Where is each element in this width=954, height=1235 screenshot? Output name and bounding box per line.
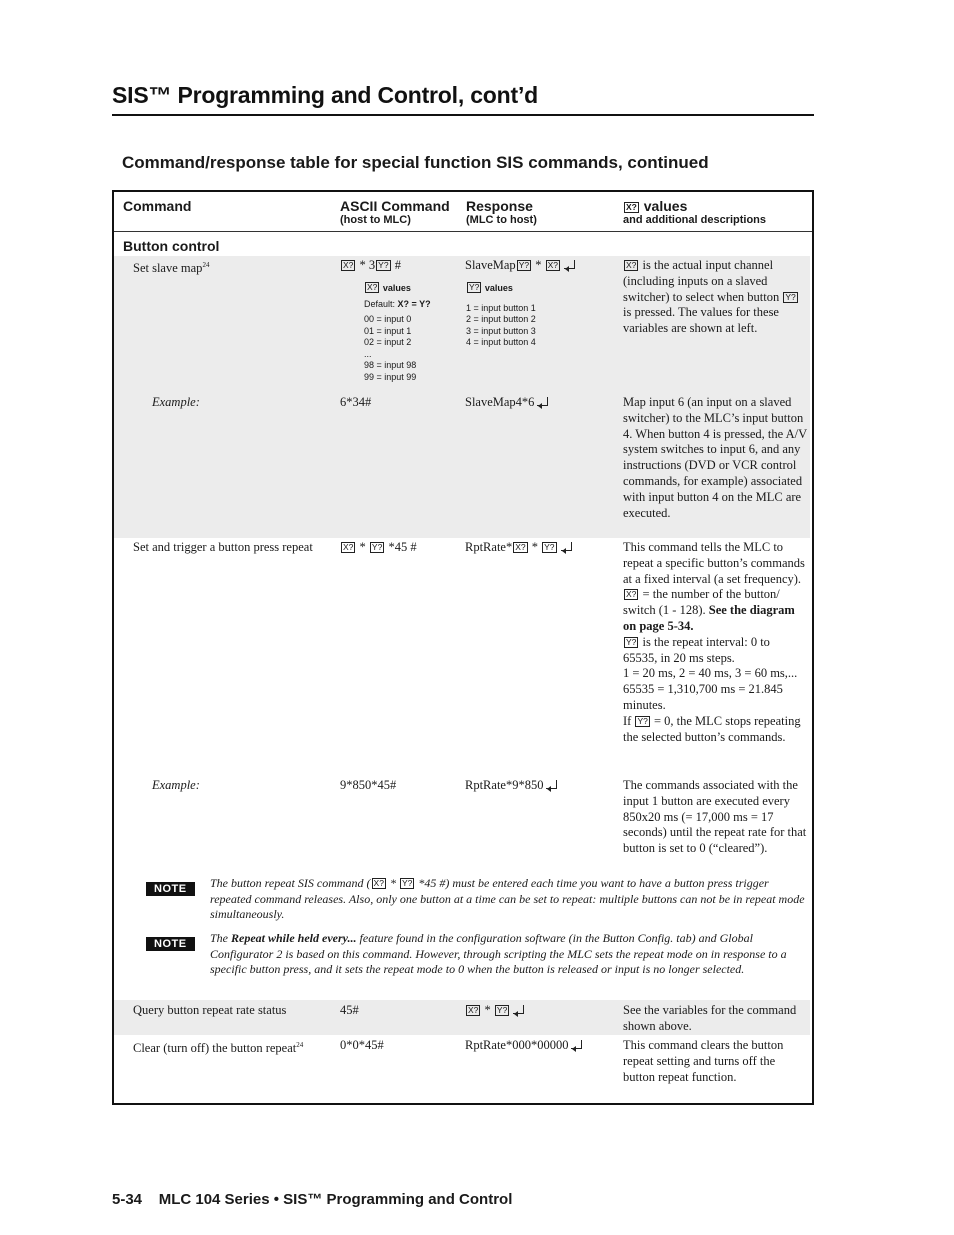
header-values-label: values (643, 198, 688, 214)
ascii-query-repeat: 45# (340, 1003, 359, 1017)
header-values (623, 198, 766, 226)
header-command: Command (123, 198, 192, 214)
note-badge-2: NOTE (146, 934, 195, 952)
ascii-clear-repeat: 0*0*45# (340, 1038, 384, 1052)
desc-clear-repeat: This command clears the button repeat setting and turns off the button repeat function. (623, 1038, 784, 1084)
example-ascii-slave-map: 6*34# (340, 395, 372, 409)
header-response-sub: (MLC to host) (466, 214, 537, 226)
example-resp-repeat: RptRate*9*850 (465, 778, 557, 794)
header-values-sub: and additional descriptions (623, 214, 767, 226)
header-ascii-label: ASCII Command (340, 198, 450, 214)
example-desc-repeat: The commands associated with the input 1 button are executed every 850x20 ms (= 17,000 ms = 17 seconds) until the repeat rate for that button is set to 0 (“cleared”). (623, 778, 807, 856)
resp-clear-repeat: RptRate*000*00000 (465, 1038, 582, 1054)
enter-return-icon (537, 397, 548, 406)
desc-set-slave-map: X? is the actual input channel (including inputs on a slaved switcher) to select when button Y? is pressed. The values for these variables are shown at left. (623, 258, 796, 336)
section-title: Command/response table for special function SIS commands, continued (122, 153, 709, 172)
enter-return-icon (513, 1005, 524, 1014)
title-rule (112, 114, 814, 116)
enter-return-icon (561, 542, 572, 551)
y-values-list: Y? values 1 = input button 1 2 = input button 2 3 = input button 3 4 = input button 4 (466, 282, 536, 347)
cmd-set-repeat: Set and trigger a button press repeat (133, 540, 313, 554)
example-resp-slave-map: SlaveMap4*6 (465, 395, 548, 411)
example-ascii-repeat: 9*850*45# (340, 778, 397, 792)
group-button-control: Button control (123, 238, 220, 254)
ascii-set-slave-map: X? * 3 Y? # (343, 258, 401, 272)
cmd-set-slave-map: Set slave map$^{24}$ (133, 261, 210, 276)
page-footer (112, 1191, 512, 1208)
page-number: 5-34 (112, 1191, 143, 1208)
note-badge-1: NOTE (146, 879, 195, 897)
cmd-query-repeat: Query button repeat rate status (133, 1003, 287, 1017)
resp-set-slave-map: SlaveMap Y? * X? (465, 258, 575, 274)
enter-return-icon (564, 260, 575, 269)
example-desc-slave-map: Map input 6 (an input on a slaved switcher) to the MLC’s input button 4. When button 4 is pressed, the A/V system switches to input 6, and any instructions (DVD or VCR control commands, for example) associated with input button 4 on the MLC are executed. (623, 395, 807, 520)
desc-set-repeat: This command tells the MLC to repeat a specific button’s commands at a fixed interval (a set frequency). X? = the number of the button/ switch (1 - 128). See the diagram on page 5-34. Y? is the repeat interval: 0 to 65535, in 20 ms steps. 1 = 20 ms, 2 = 40 ms, 3 = 60 ms,... 65535 = 1,310,700 ms = 21.845 minutes. If Y? = 0, the MLC stops repeating the selected button’s commands. (623, 540, 805, 744)
header-ascii (340, 198, 450, 226)
resp-set-repeat: RptRate* X? * Y? (465, 540, 572, 556)
page-title: SIS™ Programming and Control, cont’d (112, 82, 538, 108)
desc-query-repeat: See the variables for the command shown above. (623, 1003, 797, 1033)
x-values-list: X? values Default: X? = Y? 00 = input 0 01 = input 1 02 = input 2 ... 98 = input 98 99 = input 99 (364, 282, 431, 382)
header-response (466, 198, 537, 226)
example-label-repeat: Example: (152, 778, 200, 792)
header-ascii-sub: (host to MLC) (340, 214, 411, 226)
resp-query-repeat: X? * Y? (465, 1003, 524, 1019)
footer-text: MLC 104 Series • SIS™ Programming and Control (158, 1191, 513, 1208)
header-rule (114, 231, 812, 232)
ascii-set-repeat: X? * Y? *45 # (343, 540, 417, 554)
note-text-2: The Repeat while held every... feature found in the configuration software (in the Button Config. tab) and Global Configurator 2 is based on this command. However, through scripting the MLC sets the repeat mode on in response to a specific button press, and it sets the repeat mode to 0 when the button is released or input is no longer selected. (210, 931, 787, 976)
example-label-slave-map: Example: (152, 395, 200, 409)
cmd-clear-repeat: Clear (turn off) the button repeat$^{24}$ (133, 1041, 304, 1056)
enter-return-icon (571, 1040, 582, 1049)
x-variable-icon: X? (626, 202, 637, 212)
y-variable-icon: Y? (378, 260, 389, 270)
header-response-label: Response (466, 198, 533, 214)
enter-return-icon (546, 780, 557, 789)
x-variable-icon: X? (343, 260, 354, 270)
note-text-1: The button repeat SIS command ( X? * Y? *45 #) must be entered each time you want to have a button press trigger repeated command releases. Also, only one button at a time can be set to repeat: multiple buttons can not be in repeat mode simultaneously. (210, 876, 805, 921)
